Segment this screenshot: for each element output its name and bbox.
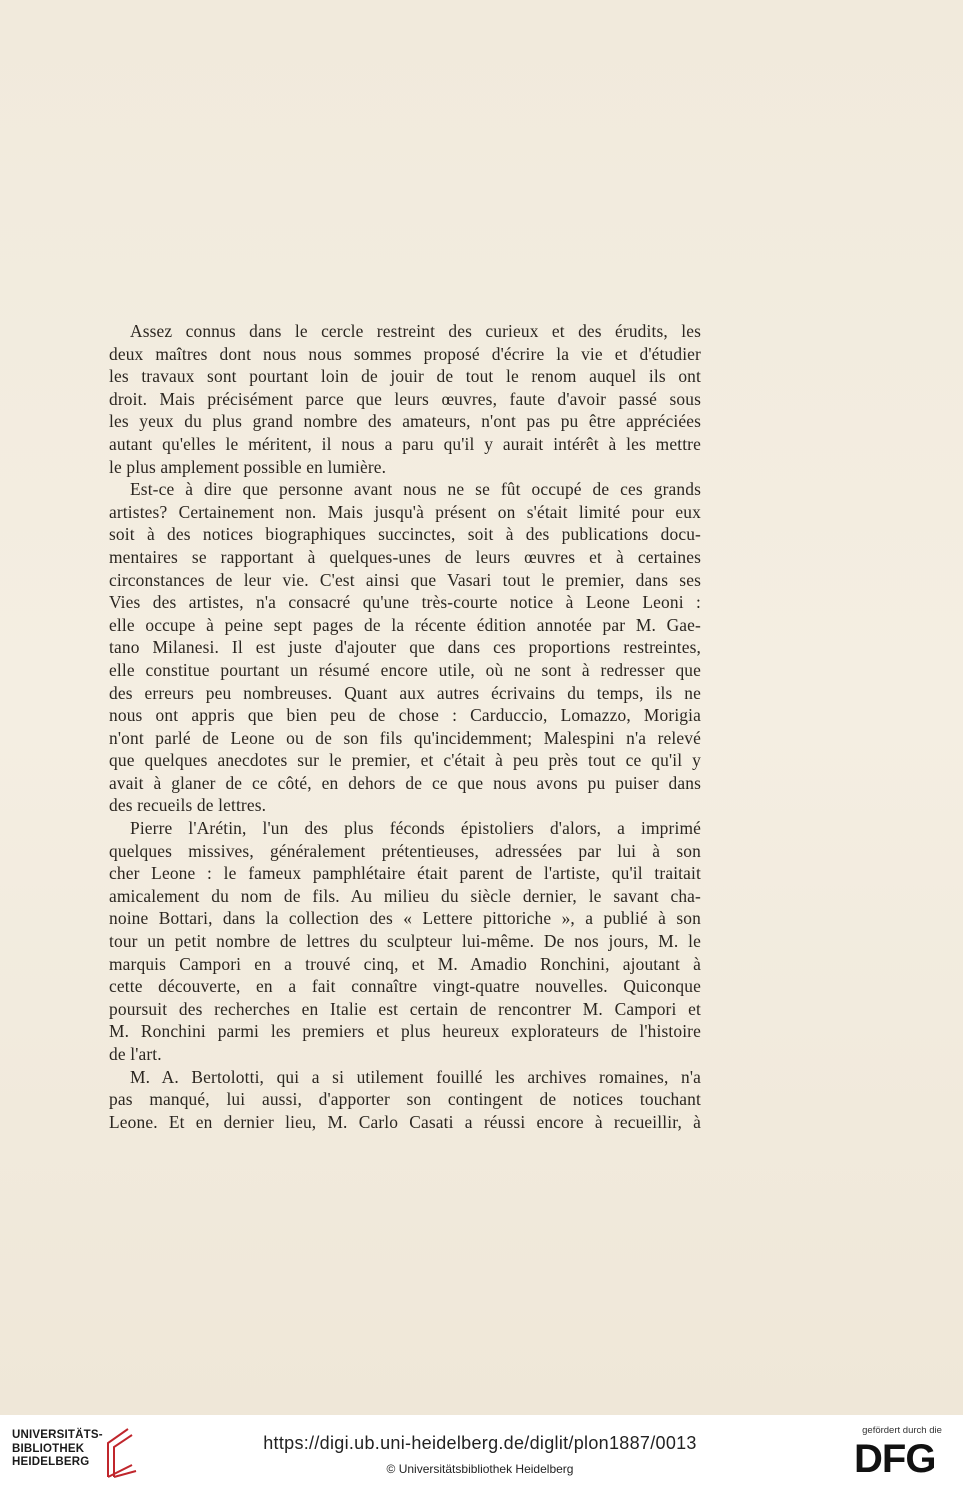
text-line: soit à des notices biographiques succinctes, soit à des publications docu- <box>109 524 701 545</box>
text-line: poursuit des recherches en Italie est certain de rencontrer M. Campori et <box>109 998 701 1019</box>
dfg-logo: DFG <box>854 1437 936 1481</box>
library-name-line: UNIVERSITÄTS- <box>12 1429 103 1441</box>
text-line: autant qu'elles le méritent, il nous a paru qu'il y aurait intérêt à les mettre <box>109 433 701 454</box>
text-line: le plus amplement possible en lumière. <box>109 456 387 477</box>
copyright-notice: © Universitätsbibliothek Heidelberg <box>386 1462 574 1476</box>
text-line: tour un petit nombre de lettres du sculpteur lui-même. De nos jours, M. le <box>109 931 701 952</box>
text-line: elle constitue pourtant un résumé encore utile, où ne sont à redresser que <box>109 659 701 680</box>
library-name-line: HEIDELBERG <box>12 1456 90 1468</box>
sponsor-note: gefördert durch die <box>862 1425 942 1436</box>
text-line: elle occupe à peine sept pages de la récente édition annotée par M. Gae- <box>109 614 701 635</box>
dfg-sponsor[interactable] <box>852 1425 952 1481</box>
viewer-footer <box>0 1415 963 1487</box>
text-line: avait à glaner de ce côté, en dehors de ce que nous avons pu puiser dans <box>109 772 701 793</box>
text-line: des recueils de lettres. <box>109 795 267 816</box>
text-line: quelques missives, généralement prétentieuses, adressées par lui à son <box>109 840 701 861</box>
text-line: circonstances de leur vie. C'est ainsi que Vasari tout le premier, dans ses <box>109 569 701 590</box>
text-line: mentaires se rapportant à quelques-unes de leurs œuvres et à certaines <box>109 546 701 567</box>
paragraph-3 <box>109 817 701 1066</box>
body-text <box>109 320 701 1133</box>
text-line: Leone. Et en dernier lieu, M. Carlo Casati a réussi encore à recueillir, à <box>109 1111 701 1132</box>
text-line: marquis Campori en a trouvé cinq, et M. Amadio Ronchini, ajoutant à <box>109 953 701 974</box>
paragraph-4 <box>109 1066 701 1134</box>
library-name <box>12 1429 103 1470</box>
text-line: M. A. Bertolotti, qui a si utilement fouillé les archives romaines, n'a <box>130 1066 701 1087</box>
paragraph-1 <box>109 320 701 478</box>
page-url-link[interactable]: https://digi.ub.uni-heidelberg.de/diglit/plon1887/0013 <box>263 1433 697 1453</box>
text-line: tano Milanesi. Il est juste d'ajouter que dans ces proportions restreintes, <box>109 637 701 658</box>
text-line: cher Leone : le fameux pamphlétaire était parent de l'artiste, qu'il traitait <box>109 863 701 884</box>
text-line: nous ont appris que bien peu de chose : Carduccio, Lomazzo, Morigia <box>109 705 701 726</box>
text-line: les travaux sont pourtant loin de jouir de tout le renom auquel ils ont <box>109 366 701 387</box>
text-line: amicalement du nom de fils. Au milieu du siècle dernier, le savant cha- <box>109 885 701 906</box>
text-line: Assez connus dans le cercle restreint des curieux et des érudits, les <box>130 321 701 341</box>
text-line: les yeux du plus grand nombre des amateurs, n'ont pas pu être appréciées <box>109 411 701 432</box>
text-line: noine Bottari, dans la collection des « Lettere pittoriche », a publié à son <box>109 908 701 929</box>
library-emblem-icon <box>98 1427 138 1479</box>
text-line: Vies des artistes, n'a consacré qu'une très-courte notice à Leone Leoni : <box>109 592 701 613</box>
text-line: pas manqué, lui aussi, d'apporter son contingent de notices touchant <box>109 1089 701 1110</box>
text-line: deux maîtres dont nous nous sommes proposé d'écrire la vie et d'étudier <box>109 343 701 364</box>
text-line: n'ont parlé de Leone ou de son fils qu'incidemment; Malespini n'a relevé <box>109 727 701 748</box>
text-line: des erreurs peu nombreuses. Quant aux autres écrivains du temps, ils ne <box>109 682 701 703</box>
text-line: M. Ronchini parmi les premiers et plus heureux explorateurs de l'histoire <box>109 1021 701 1042</box>
text-line: droit. Mais précisément parce que leurs œuvres, faute d'avoir passé sous <box>109 388 701 409</box>
text-line: cette découverte, en a fait connaître vingt-quatre nouvelles. Quiconque <box>109 976 701 997</box>
text-line: que quelques anecdotes sur le premier, et c'était à peu près tout ce qu'il y <box>109 750 701 771</box>
library-logo[interactable] <box>12 1429 142 1481</box>
text-line: Est-ce à dire que personne avant nous ne se fût occupé de ces grands <box>130 479 701 500</box>
text-line: Pierre l'Arétin, l'un des plus féconds épistoliers d'alors, a imprimé <box>130 818 701 839</box>
text-line: artistes? Certainement non. Mais jusqu'à présent on s'était limité pour eux <box>109 501 701 522</box>
paragraph-2 <box>109 478 701 817</box>
library-name-line: BIBLIOTHEK <box>12 1442 85 1455</box>
text-line: de l'art. <box>109 1044 162 1064</box>
